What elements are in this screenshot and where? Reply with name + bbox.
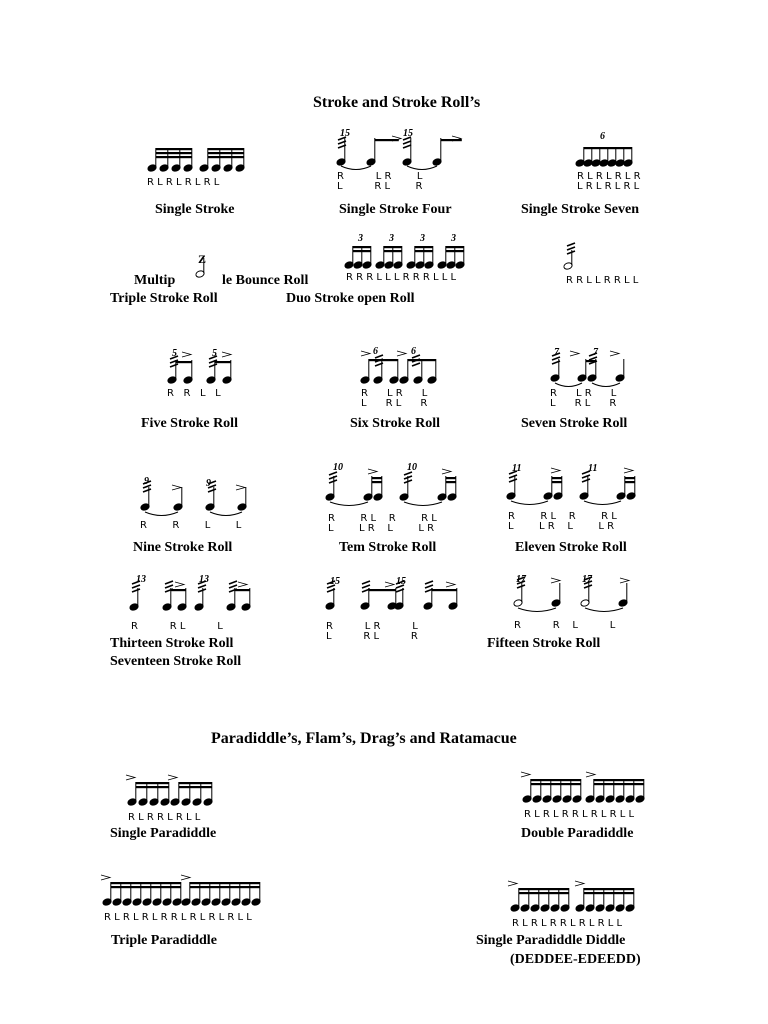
sticking: R R L L	[140, 520, 242, 531]
notation-mark	[210, 512, 242, 516]
buzz-mark: Z	[198, 252, 207, 266]
tuplet-number: 10	[407, 462, 417, 473]
notation-mark	[353, 250, 371, 252]
notation-mark	[552, 481, 562, 483]
notation-mark	[446, 582, 455, 587]
notation-mark	[369, 359, 398, 361]
label-triple-stroke: Triple Stroke Roll	[110, 291, 218, 306]
notation-mark	[509, 479, 517, 482]
notation-mark	[511, 501, 548, 505]
notation-mark	[432, 589, 457, 591]
label-multiple-bounce: Multip	[134, 273, 176, 288]
label-single-paradiddle-diddle: Single Paradiddle Diddle	[476, 933, 626, 948]
sticking: R R L L R R L L	[566, 275, 639, 286]
sticking: R R R L L L R R R L L L	[346, 272, 457, 283]
notation-mark	[415, 250, 433, 252]
label-double-paradiddle: Double Paradiddle	[521, 826, 634, 841]
notation-mark	[229, 581, 237, 584]
notation-mark	[425, 581, 433, 584]
notation-mark	[397, 351, 406, 356]
notation-mark	[384, 250, 402, 252]
notation-mark	[156, 156, 192, 158]
label-nine-stroke: Nine Stroke Roll	[133, 540, 233, 555]
notation-mark	[518, 608, 556, 612]
notation-mark	[551, 468, 560, 473]
notation-mark	[209, 364, 217, 367]
sticking: R L R L	[550, 388, 617, 399]
notation-mark	[179, 786, 212, 788]
tuplet-number: 6	[373, 346, 378, 357]
notation-mark	[208, 489, 216, 492]
sticking: L R L R L R L	[577, 181, 640, 192]
notation-mark	[442, 469, 451, 474]
notation-mark	[179, 782, 212, 784]
notation-mark	[582, 475, 590, 478]
notation-mark	[584, 892, 634, 894]
sticking: R R L L	[514, 620, 616, 631]
notation-mark	[567, 247, 575, 250]
notation-mark	[412, 363, 420, 366]
notation-mark	[165, 581, 173, 584]
notation-mark	[385, 582, 394, 587]
label-deddee: (DEDDEE-EDEEDD)	[510, 952, 641, 967]
tuplet-number: 6	[600, 131, 605, 142]
sticking: R L R L R R L R L R L L	[524, 809, 635, 820]
notation-mark	[236, 485, 245, 490]
label-seven-stroke: Seven Stroke Roll	[521, 416, 628, 431]
tuplet-number: 17	[582, 574, 592, 585]
label-triple-paradiddle: Triple Paradiddle	[111, 933, 217, 948]
notation-mark	[521, 772, 530, 777]
notation-mark	[143, 489, 151, 492]
tuplet-number: 7	[554, 347, 559, 358]
sticking: L R L R	[326, 631, 418, 642]
notation-mark	[111, 882, 181, 884]
tuplet-number: 3	[389, 233, 394, 244]
sticking: R L R L R R L R L R L L	[512, 918, 623, 929]
notation-mark	[156, 152, 192, 154]
sticking: R R L R R L	[328, 513, 437, 524]
notation-mark	[136, 782, 169, 784]
notation-mark	[208, 156, 244, 158]
tuplet-number: 6	[411, 346, 416, 357]
sticking: L R L R	[361, 398, 428, 409]
notation-mark	[181, 875, 190, 880]
notation-mark	[222, 352, 231, 357]
notation-mark	[126, 775, 135, 780]
notation-mark	[575, 881, 584, 886]
notation-mark	[586, 772, 595, 777]
sticking: R L R L R L R L	[147, 177, 220, 188]
notation-mark	[132, 585, 140, 588]
notation-mark	[330, 502, 368, 506]
notation-mark	[624, 468, 633, 473]
label-thirteen-stroke: Thirteen Stroke Roll	[110, 636, 234, 651]
notation-mark	[594, 783, 644, 785]
notation-mark	[165, 585, 173, 588]
tuplet-number: 15	[396, 576, 406, 587]
notation-mark	[368, 469, 377, 474]
tuplet-number: 3	[451, 233, 456, 244]
notation-mark	[170, 364, 178, 367]
label-single-stroke: Single Stroke	[155, 202, 235, 217]
notation-mark	[567, 251, 575, 254]
notation-mark	[415, 246, 433, 248]
notation-mark	[156, 148, 192, 150]
tuplet-number: 5	[172, 348, 177, 359]
notation-mark	[625, 477, 635, 479]
tuplet-number: 13	[199, 574, 209, 585]
notation-mark	[215, 361, 231, 363]
notation-mark	[111, 886, 181, 888]
notation-mark	[168, 775, 177, 780]
notation-mark	[519, 892, 569, 894]
notation-mark	[594, 779, 644, 781]
notation-mark	[584, 501, 621, 505]
notation-mark	[620, 578, 629, 583]
sticking: R R L R R L	[508, 511, 617, 522]
sticking: R L R L R L R R L R L R L R L L	[104, 912, 252, 923]
notation-mark	[425, 585, 433, 588]
notation-mark	[610, 351, 619, 356]
notation-mark	[198, 589, 206, 592]
sticking: R L R L	[326, 621, 418, 632]
notation-mark	[403, 141, 411, 144]
notation-mark	[592, 383, 620, 387]
sticking: L L R L L R	[508, 521, 615, 532]
label-single-paradiddle: Single Paradiddle	[110, 826, 217, 841]
sticking: R R L L	[167, 388, 221, 399]
label-five-stroke: Five Stroke Roll	[141, 416, 238, 431]
notation-mark	[190, 886, 260, 888]
tuplet-number: 17	[516, 574, 526, 585]
notation-mark	[362, 581, 370, 584]
sticking: R L R L	[337, 171, 423, 182]
notation-mark	[175, 582, 184, 587]
label-fifteen-stroke: Fifteen Stroke Roll	[487, 636, 601, 651]
notation-mark	[552, 477, 562, 479]
sticking: R L R R L R L L	[128, 812, 201, 823]
sticking: R L R L	[361, 388, 428, 399]
label-ten-stroke: Tem Stroke Roll	[339, 540, 437, 555]
tuplet-number: 11	[512, 463, 522, 474]
sticking: R R L L	[131, 621, 223, 632]
notation-mark	[372, 481, 382, 483]
sticking: R L R L R L R	[577, 171, 641, 182]
notation-mark	[238, 582, 247, 587]
notation-mark	[101, 875, 110, 880]
notation-mark	[446, 250, 464, 252]
notation-mark	[584, 585, 592, 588]
section-title-strokes: Stroke and Stroke Roll’s	[313, 94, 481, 111]
notation-mark	[329, 480, 337, 483]
tuplet-number: 10	[333, 462, 343, 473]
notation-mark	[555, 383, 582, 387]
sticking: L R L R	[550, 398, 617, 409]
label-single-stroke-four: Single Stroke Four	[339, 202, 452, 217]
notation-mark	[362, 585, 370, 588]
notation-mark	[570, 351, 579, 356]
notation-mark	[229, 585, 237, 588]
notation-mark	[176, 361, 192, 363]
notation-mark	[372, 477, 382, 479]
notation-mark	[531, 783, 581, 785]
notation-mark	[508, 881, 517, 886]
tuplet-number: 9	[144, 476, 149, 487]
notation-mark	[407, 166, 437, 170]
notation-mark	[353, 246, 371, 248]
notation-mark	[509, 475, 517, 478]
sticking: L R L R	[337, 181, 423, 192]
tuplet-number: 3	[358, 233, 363, 244]
label-multiple-bounce-rest: le Bounce Roll	[222, 273, 309, 288]
notation-mark	[582, 479, 590, 482]
notation-mark	[341, 166, 371, 170]
notation-mark	[517, 585, 525, 588]
notation-mark	[208, 152, 244, 154]
notation-mark	[446, 477, 456, 479]
section-title-rudiments: Paradiddle’s, Flam’s, Drag’s and Ratamacue	[211, 730, 517, 747]
notation-mark	[198, 585, 206, 588]
notation-mark	[208, 148, 244, 150]
notation-mark	[136, 786, 169, 788]
notation-mark	[551, 578, 560, 583]
tuplet-number: 15	[330, 576, 340, 587]
notation-mark	[584, 888, 634, 890]
notation-mark	[585, 608, 623, 612]
label-duo-stroke: Duo Stroke open Roll	[286, 291, 415, 306]
notation-mark	[132, 589, 140, 592]
notation-mark	[361, 351, 370, 356]
notation-mark	[329, 476, 337, 479]
tuplet-number: 9	[206, 478, 211, 489]
label-six-stroke: Six Stroke Roll	[350, 416, 440, 431]
label-single-stroke-seven: Single Stroke Seven	[521, 202, 639, 217]
tuplet-number: 13	[136, 574, 146, 585]
notation-mark	[190, 882, 260, 884]
notation-mark	[145, 512, 178, 516]
sticking: L L R L L R	[328, 523, 435, 534]
notation-mark	[625, 481, 635, 483]
tuplet-number: 7	[593, 347, 598, 358]
tuplet-number: 5	[212, 348, 217, 359]
label-eleven-stroke: Eleven Stroke Roll	[515, 540, 627, 555]
notation-mark	[446, 481, 456, 483]
tuplet-number: 11	[588, 463, 598, 474]
tuplet-number: 15	[340, 128, 350, 139]
notation-mark	[369, 589, 396, 591]
notation-mark	[519, 888, 569, 890]
tuplet-number: 15	[403, 128, 413, 139]
notation-mark	[408, 359, 436, 361]
notation-mark	[384, 246, 402, 248]
notation-mark	[172, 485, 181, 490]
notation-mark	[404, 502, 442, 506]
notation-mark	[403, 145, 411, 148]
notation-mark	[584, 147, 632, 149]
notation-mark	[446, 246, 464, 248]
label-seventeen-stroke: Seventeen Stroke Roll	[110, 654, 242, 669]
notation-mark	[567, 243, 575, 246]
notation-mark	[531, 779, 581, 781]
tuplet-number: 3	[420, 233, 425, 244]
notation-mark	[182, 352, 191, 357]
